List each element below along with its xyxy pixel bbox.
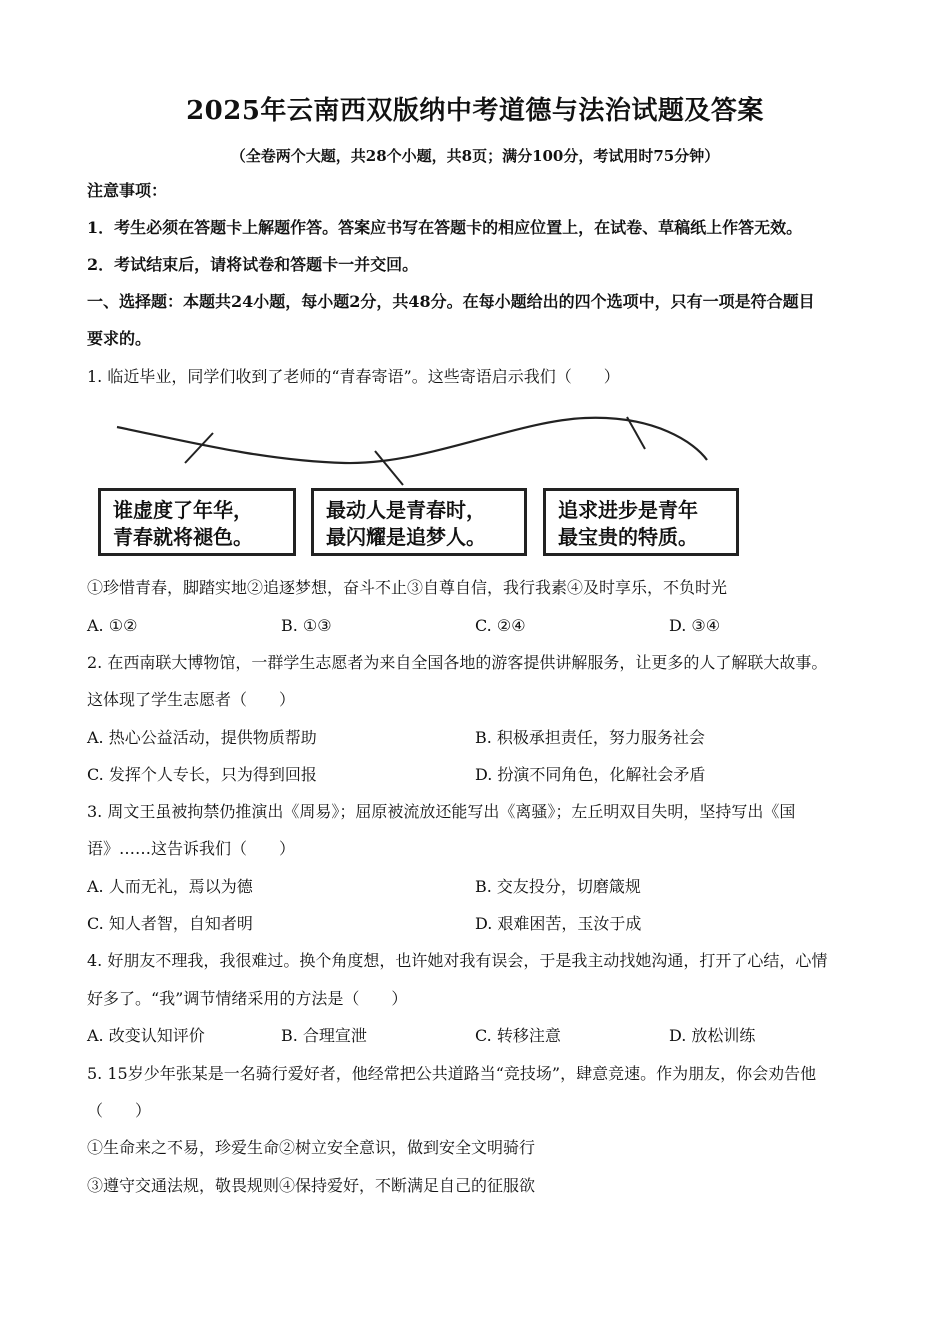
notes-item-1: 1．考生必须在答题卡上解题作答。答案应书写在答题卡的相应位置上，在试卷、草稿纸上作答无效。 xyxy=(87,218,803,237)
q3-option-a[interactable]: A. 人而无礼，焉以为德 xyxy=(87,877,253,896)
q5-statements-line-1: ①生命来之不易，珍爱生命②树立安全意识，做到安全文明骑行 xyxy=(87,1138,536,1157)
card-1-line-1: 谁虚度了年华， xyxy=(113,498,253,522)
notes-item-2: 2．考试结束后，请将试卷和答题卡一并交回。 xyxy=(87,255,419,274)
q3-option-b[interactable]: B. 交友投分，切磨箴规 xyxy=(475,877,641,896)
q4-stem-line-2: 好多了。“我”调节情绪采用的方法是（ ） xyxy=(87,989,408,1008)
card-2-line-1: 最动人是青春时， xyxy=(326,498,486,522)
notes-heading: 注意事项： xyxy=(87,181,168,200)
q4-option-d[interactable]: D. 放松训练 xyxy=(669,1026,756,1045)
q2-stem-line-1: 2. 在西南联大博物馆，一群学生志愿者为来自全国各地的游客提供讲解服务，让更多的人了解联大故事。 xyxy=(87,653,828,672)
q1-option-b[interactable]: B. ①③ xyxy=(281,616,332,635)
section-heading-line-2: 要求的。 xyxy=(87,329,152,348)
q3-stem-line-2: 语》……这告诉我们（ ） xyxy=(87,839,296,858)
q2-option-c[interactable]: C. 发挥个人专长，只为得到回报 xyxy=(87,765,317,784)
q4-stem-line-1: 4. 好朋友不理我，我很难过。换个角度想，也许她对我有误会，于是我主动找她沟通，打开了心结，心情 xyxy=(87,951,828,970)
q1-stem: 1. 临近毕业，同学们收到了老师的“青春寄语”。这些寄语启示我们（ ） xyxy=(87,367,620,386)
q5-stem-line-1: 5. 15岁少年张某是一名骑行爱好者，他经常把公共道路当“竞技场”，肆意竞速。作为朋友，你会劝告他 xyxy=(87,1064,817,1083)
q2-option-d[interactable]: D. 扮演不同角色，化解社会矛盾 xyxy=(475,765,706,784)
q2-option-a[interactable]: A. 热心公益活动，提供物质帮助 xyxy=(87,728,317,747)
q1-option-d[interactable]: D. ③④ xyxy=(669,616,721,635)
q1-figure xyxy=(95,413,745,563)
q4-option-a[interactable]: A. 改变认知评价 xyxy=(87,1026,205,1045)
q4-option-b[interactable]: B. 合理宣泄 xyxy=(281,1026,367,1045)
page-title: 2025年云南西双版纳中考道德与法治试题及答案 xyxy=(186,96,764,126)
q1-card-2 xyxy=(311,488,527,556)
section-heading-line-1: 一、选择题：本题共24小题，每小题2分，共48分。在每小题给出的四个选项中，只有一项是符合题目 xyxy=(87,292,815,311)
q3-stem-line-1: 3. 周文王虽被拘禁仍推演出《周易》；屈原被流放还能写出《离骚》；左丘明双目失明，坚持写出《国 xyxy=(87,802,796,821)
q2-option-b[interactable]: B. 积极承担责任，努力服务社会 xyxy=(475,728,705,747)
q1-card-3 xyxy=(543,488,739,556)
q2-stem-line-2: 这体现了学生志愿者（ ） xyxy=(87,690,296,709)
q5-statements-line-2: ③遵守交通法规，敬畏规则④保持爱好，不断满足自己的征服欲 xyxy=(87,1176,536,1195)
q1-option-a[interactable]: A. ①② xyxy=(87,616,138,635)
ribbon-string-1 xyxy=(185,433,213,463)
card-3-line-1: 追求进步是青年 xyxy=(558,498,698,522)
q5-stem-line-2: （ ） xyxy=(87,1101,152,1120)
page-subtitle: （全卷两个大题，共28个小题，共8页；满分100分，考试用时75分钟） xyxy=(230,147,720,165)
q3-option-d[interactable]: D. 艰难困苦，玉汝于成 xyxy=(475,914,642,933)
q1-card-1 xyxy=(98,488,296,556)
ribbon-string-2 xyxy=(375,451,403,485)
q1-statements: ①珍惜青春，脚踏实地②追逐梦想，奋斗不止③自尊自信，我行我素④及时享乐，不负时光 xyxy=(87,578,728,597)
card-1-line-2: 青春就将褪色。 xyxy=(113,525,253,549)
q1-option-c[interactable]: C. ②④ xyxy=(475,616,526,635)
card-3-line-2: 最宝贵的特质。 xyxy=(558,525,698,549)
q4-option-c[interactable]: C. 转移注意 xyxy=(475,1026,561,1045)
q3-option-c[interactable]: C. 知人者智，自知者明 xyxy=(87,914,253,933)
card-2-line-2: 最闪耀是追梦人。 xyxy=(326,525,486,549)
